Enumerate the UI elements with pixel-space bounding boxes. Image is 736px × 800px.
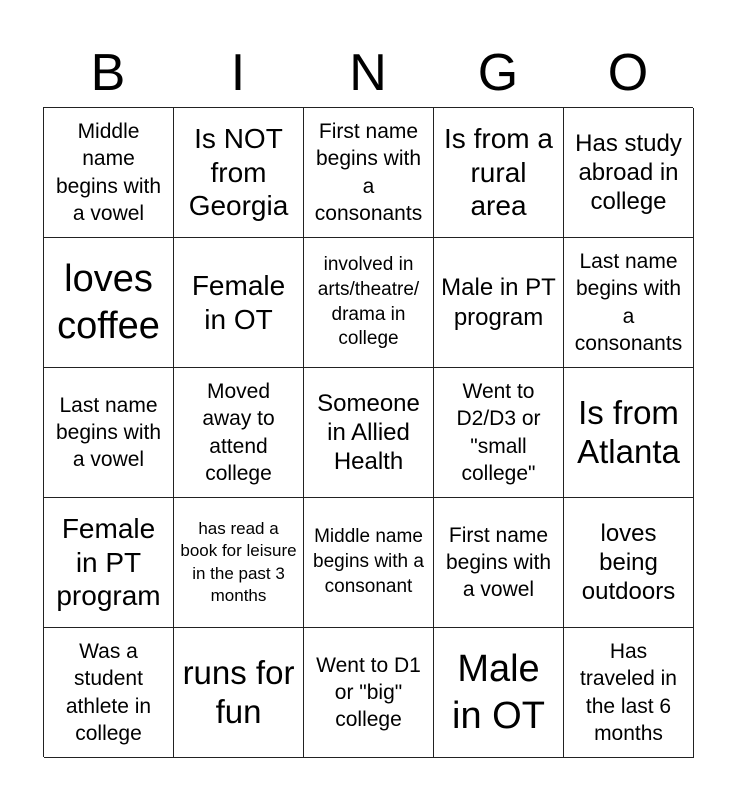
bingo-cell[interactable] xyxy=(304,498,434,628)
bingo-cell-text: Has traveled in the last 6 months xyxy=(580,639,677,745)
bingo-cell[interactable] xyxy=(174,628,304,758)
bingo-cell[interactable] xyxy=(44,108,174,238)
bingo-cell[interactable] xyxy=(304,238,434,368)
bingo-cell[interactable] xyxy=(434,368,564,498)
bingo-cell[interactable] xyxy=(174,108,304,238)
bingo-cell[interactable] xyxy=(564,368,694,498)
bingo-cell-text: involved in arts/theatre/ drama in college xyxy=(317,254,420,350)
bingo-cell-text: Female in OT xyxy=(191,269,286,335)
bingo-cell[interactable] xyxy=(304,628,434,758)
bingo-cell-text: loves being outdoors xyxy=(581,519,676,606)
bingo-cell[interactable] xyxy=(434,108,564,238)
bingo-cell[interactable] xyxy=(44,238,174,368)
bingo-cell-text: Went to D1 or "big" college xyxy=(316,653,421,732)
bingo-cell-text: Was a student athlete in college xyxy=(65,639,152,745)
header-letter-i: I xyxy=(230,44,246,102)
bingo-cell[interactable] xyxy=(174,498,304,628)
bingo-cell-text: Went to D2/D3 or "small college" xyxy=(456,379,541,485)
bingo-cell[interactable] xyxy=(174,368,304,498)
bingo-cell[interactable] xyxy=(304,368,434,498)
bingo-cell-text: loves coffee xyxy=(57,258,160,347)
bingo-cell[interactable] xyxy=(564,108,694,238)
bingo-cell[interactable] xyxy=(434,498,564,628)
bingo-header xyxy=(43,38,693,108)
bingo-cell[interactable] xyxy=(44,498,174,628)
bingo-cell-text: Someone in Allied Health xyxy=(317,389,420,476)
bingo-cell-text: Last name begins with a vowel xyxy=(55,393,162,472)
bingo-cell-text: Moved away to attend college xyxy=(202,379,275,485)
bingo-board xyxy=(43,107,693,757)
bingo-cell-text: has read a book for leisure in the past 3 months xyxy=(180,519,297,605)
bingo-cell-text: Middle name begins with a vowel xyxy=(55,119,162,225)
header-letter-o: O xyxy=(607,44,649,102)
bingo-cell-text: First name begins with a consonants xyxy=(314,119,423,225)
bingo-cell-text: Male in OT xyxy=(452,648,545,737)
bingo-cell-text: runs for fun xyxy=(182,653,295,730)
bingo-cell[interactable] xyxy=(434,238,564,368)
bingo-cell-text: Last name begins with a consonants xyxy=(574,249,683,355)
bingo-cell[interactable] xyxy=(44,628,174,758)
header-letter-b: B xyxy=(90,44,126,102)
bingo-cell-text: Male in PT program xyxy=(441,274,556,331)
bingo-cell-text: Is from Atlanta xyxy=(577,393,680,470)
bingo-cell-text: Is NOT from Georgia xyxy=(188,123,289,222)
bingo-cell-text: First name begins with a vowel xyxy=(445,523,552,602)
bingo-cell[interactable] xyxy=(174,238,304,368)
bingo-cell-text: Middle name begins with a consonant xyxy=(313,526,424,597)
bingo-cell-text: Is from a rural area xyxy=(444,123,553,222)
header-letter-n: N xyxy=(349,44,387,102)
bingo-cell[interactable] xyxy=(564,238,694,368)
bingo-cell[interactable] xyxy=(44,368,174,498)
bingo-cell[interactable] xyxy=(564,628,694,758)
bingo-cell[interactable] xyxy=(434,628,564,758)
bingo-cell[interactable] xyxy=(564,498,694,628)
bingo-cell-text: Has study abroad in college xyxy=(575,129,682,216)
header-letter-g: G xyxy=(477,44,519,102)
bingo-cell[interactable] xyxy=(304,108,434,238)
bingo-cell-text: Female in PT program xyxy=(56,513,161,612)
